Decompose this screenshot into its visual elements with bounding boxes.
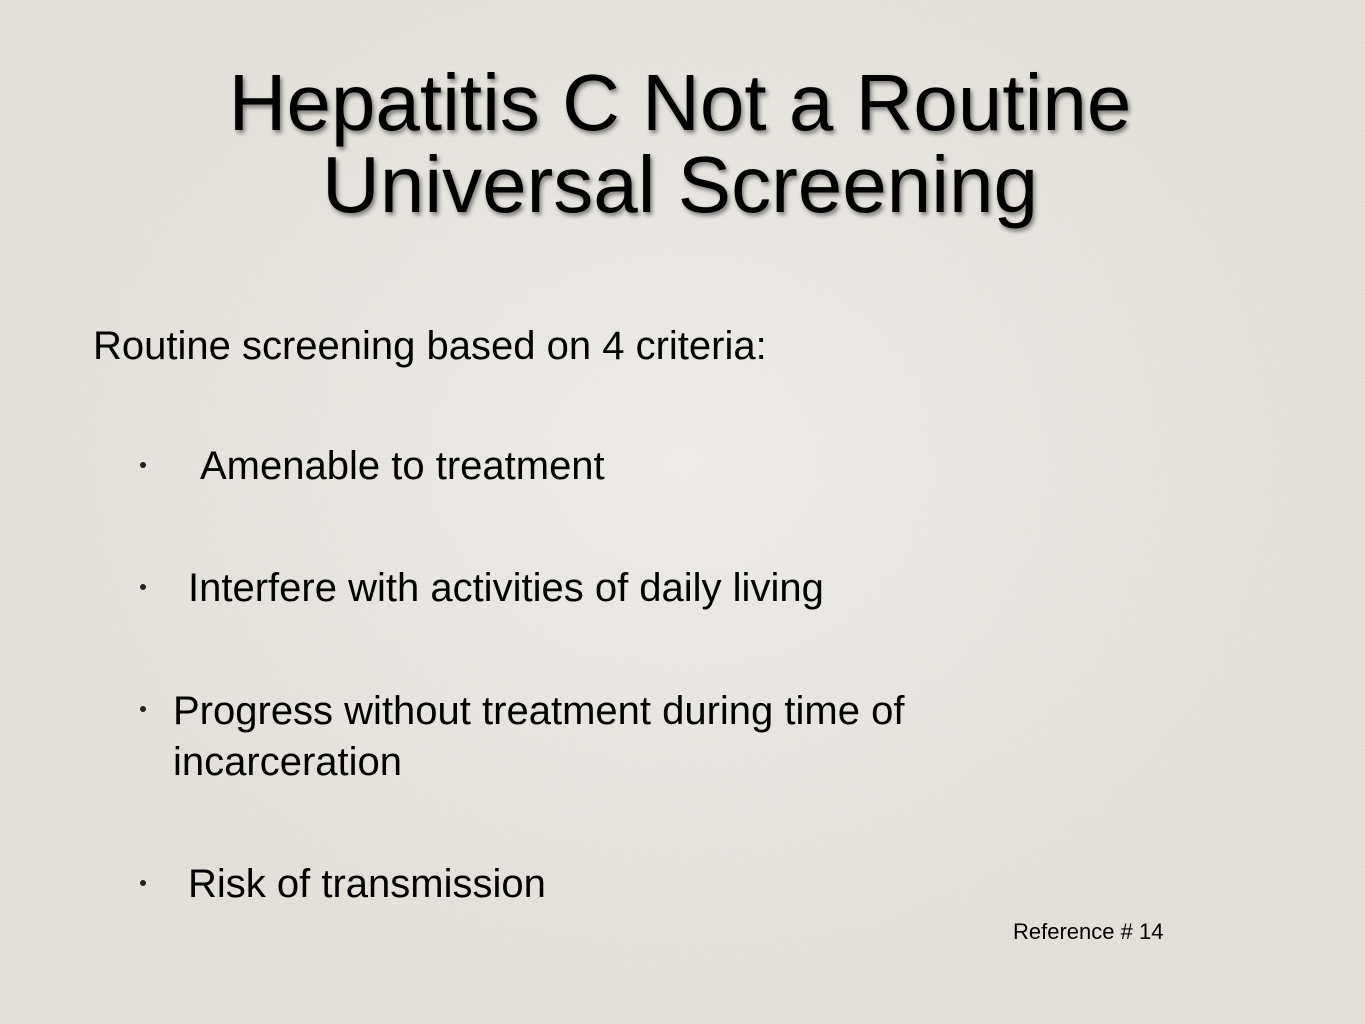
bullet-icon: [140, 584, 146, 590]
bullet-icon: [140, 706, 146, 712]
intro-text: Routine screening based on 4 criteria:: [93, 324, 767, 368]
slide-title: [80, 58, 1280, 229]
reference-note: Reference # 14: [1013, 919, 1164, 944]
bullet-text: Risk of transmission: [188, 862, 546, 906]
bullet-text: Amenable to treatment: [200, 444, 605, 488]
bullet-text: Interfere with activities of daily living: [188, 566, 824, 610]
bullet-icon: [140, 462, 146, 468]
bullet-icon: [140, 880, 146, 886]
slide-title-line-1: Hepatitis C Not a Routine: [228, 58, 1132, 147]
slide-title-line-2: Universal Screening: [322, 140, 1038, 229]
bullet-text: Progress without treatment during time of incarceration: [173, 689, 905, 784]
